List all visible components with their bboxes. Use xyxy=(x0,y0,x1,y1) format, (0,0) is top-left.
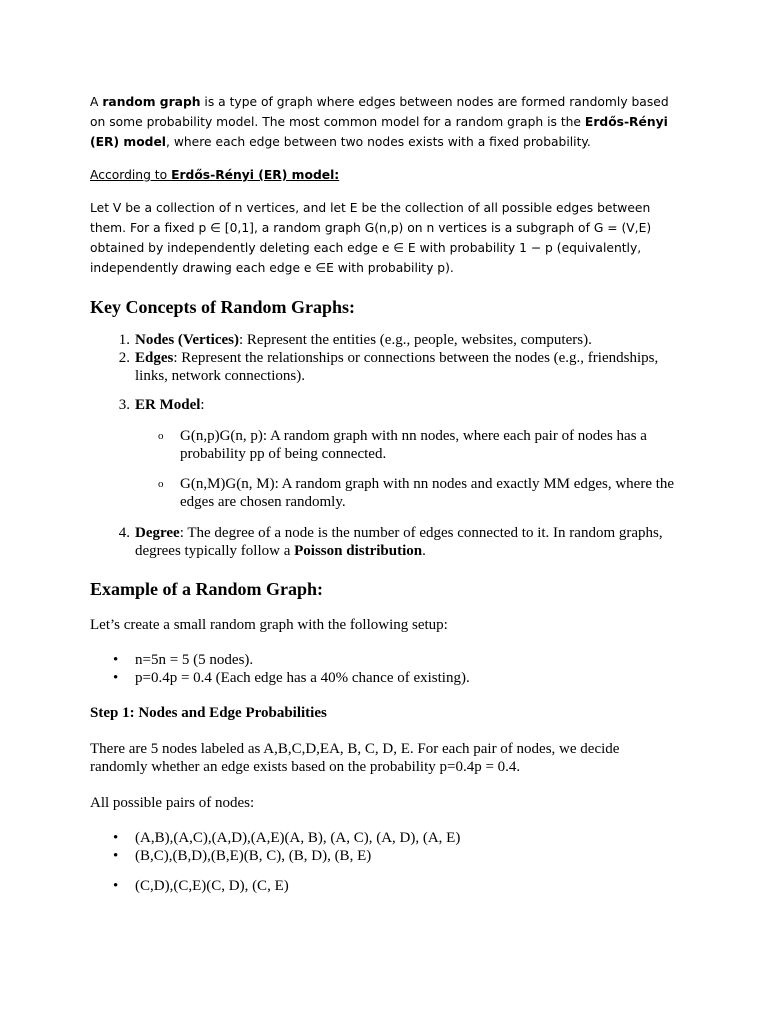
sub-list-text: G(n,p)G(n, p): A random graph with nn nodes, where each pair of nodes has a probability pp of being connected. xyxy=(180,428,647,462)
example-intro: Let’s create a small random graph with the following setup: xyxy=(90,617,448,633)
sub-list-text: G(n,M)G(n, M): A random graph with nn nodes and exactly MM edges, where the edges are chosen randomly. xyxy=(180,476,675,510)
list-item xyxy=(90,847,680,865)
list-term: ER Model xyxy=(135,397,201,413)
circle-bullet-icon: o xyxy=(158,478,164,490)
step1-paragraph: There are 5 nodes labeled as A,B,C,D,EA, B, C, D, E. For each pair of nodes, we decide randomly whether an edge exists based on the probability p=0.4p = 0.4. xyxy=(90,741,620,775)
intro-term-random-graph: random graph xyxy=(102,95,201,109)
list-item xyxy=(90,331,680,349)
list-text: : xyxy=(200,397,205,413)
pair-text: (B,C),(B,D),(B,E)(B, C), (B, D), (B, E) xyxy=(135,848,372,864)
list-number: 2. xyxy=(118,350,130,366)
document-page xyxy=(90,90,680,895)
key-concepts-heading: Key Concepts of Random Graphs: xyxy=(90,297,356,317)
list-text: : The degree of a node is the number of edges connected to it. In random graphs, degrees typically follow a xyxy=(135,525,663,559)
list-term: Nodes (Vertices) xyxy=(135,332,239,348)
pairs-list xyxy=(90,829,680,895)
bullet-icon: • xyxy=(113,670,119,686)
list-item xyxy=(90,877,680,895)
list-text: : Represent the relationships or connections between the nodes (e.g., friendships, links, network connections). xyxy=(135,350,659,384)
list-term: Degree xyxy=(135,525,180,541)
setup-text: p=0.4p = 0.4 (Each edge has a 40% chance of existing). xyxy=(135,670,470,686)
setup-list xyxy=(90,651,680,687)
intro-text: A xyxy=(90,95,103,109)
key-concepts-list xyxy=(90,331,680,560)
list-term: Edges xyxy=(135,350,174,366)
according-heading xyxy=(90,165,680,185)
bullet-icon: • xyxy=(113,830,119,846)
example-heading: Example of a Random Graph: xyxy=(90,579,324,599)
according-term: Erdős-Rényi (ER) model: xyxy=(171,168,340,182)
bullet-icon: • xyxy=(113,848,119,864)
pairs-intro: All possible pairs of nodes: xyxy=(90,795,255,811)
bullet-icon: • xyxy=(113,652,119,668)
list-number: 4. xyxy=(118,525,130,541)
list-item xyxy=(90,524,680,560)
intro-paragraph xyxy=(90,92,680,152)
list-item xyxy=(90,349,680,385)
list-number: 3. xyxy=(118,397,130,413)
step1-heading: Step 1: Nodes and Edge Probabilities xyxy=(90,705,327,721)
list-number: 1. xyxy=(118,332,130,348)
pair-text: (A,B),(A,C),(A,D),(A,E)(A, B), (A, C), (A, D), (A, E) xyxy=(135,830,461,846)
intro-text: , where each edge between two nodes exists with a fixed probability. xyxy=(166,135,591,149)
intro-term-er-model: Erdős-Rényi (ER) model xyxy=(90,115,668,149)
list-item xyxy=(90,669,680,687)
intro-text: is a type of graph where edges between nodes are formed randomly based on some probability model. The most common model for a random graph is the xyxy=(90,95,669,129)
bullet-icon: • xyxy=(113,878,119,894)
pair-text: (C,D),(C,E)(C, D), (C, E) xyxy=(135,878,289,894)
list-item xyxy=(90,396,680,414)
sub-list-item xyxy=(90,475,680,511)
list-text: . xyxy=(422,543,426,559)
list-text: : Represent the entities (e.g., people, websites, computers). xyxy=(239,332,592,348)
list-item xyxy=(90,651,680,669)
sub-list-item xyxy=(90,427,680,463)
setup-text: n=5n = 5 (5 nodes). xyxy=(135,652,254,668)
list-term: Poisson distribution xyxy=(294,543,423,559)
according-text: According to xyxy=(90,168,172,182)
definition-paragraph: Let V be a collection of n vertices, and let E be the collection of all possible edges between them. For a fixed p ∈ [0,1], a random graph G(n,p) on n vertices is a subgraph of G = (V,E) obtained by independently deleting each edge e ∈ E with probability 1 − p (equivalently, independently drawing each edge e ∈E with probability p). xyxy=(90,201,652,275)
circle-bullet-icon: o xyxy=(158,430,164,442)
list-item xyxy=(90,829,680,847)
